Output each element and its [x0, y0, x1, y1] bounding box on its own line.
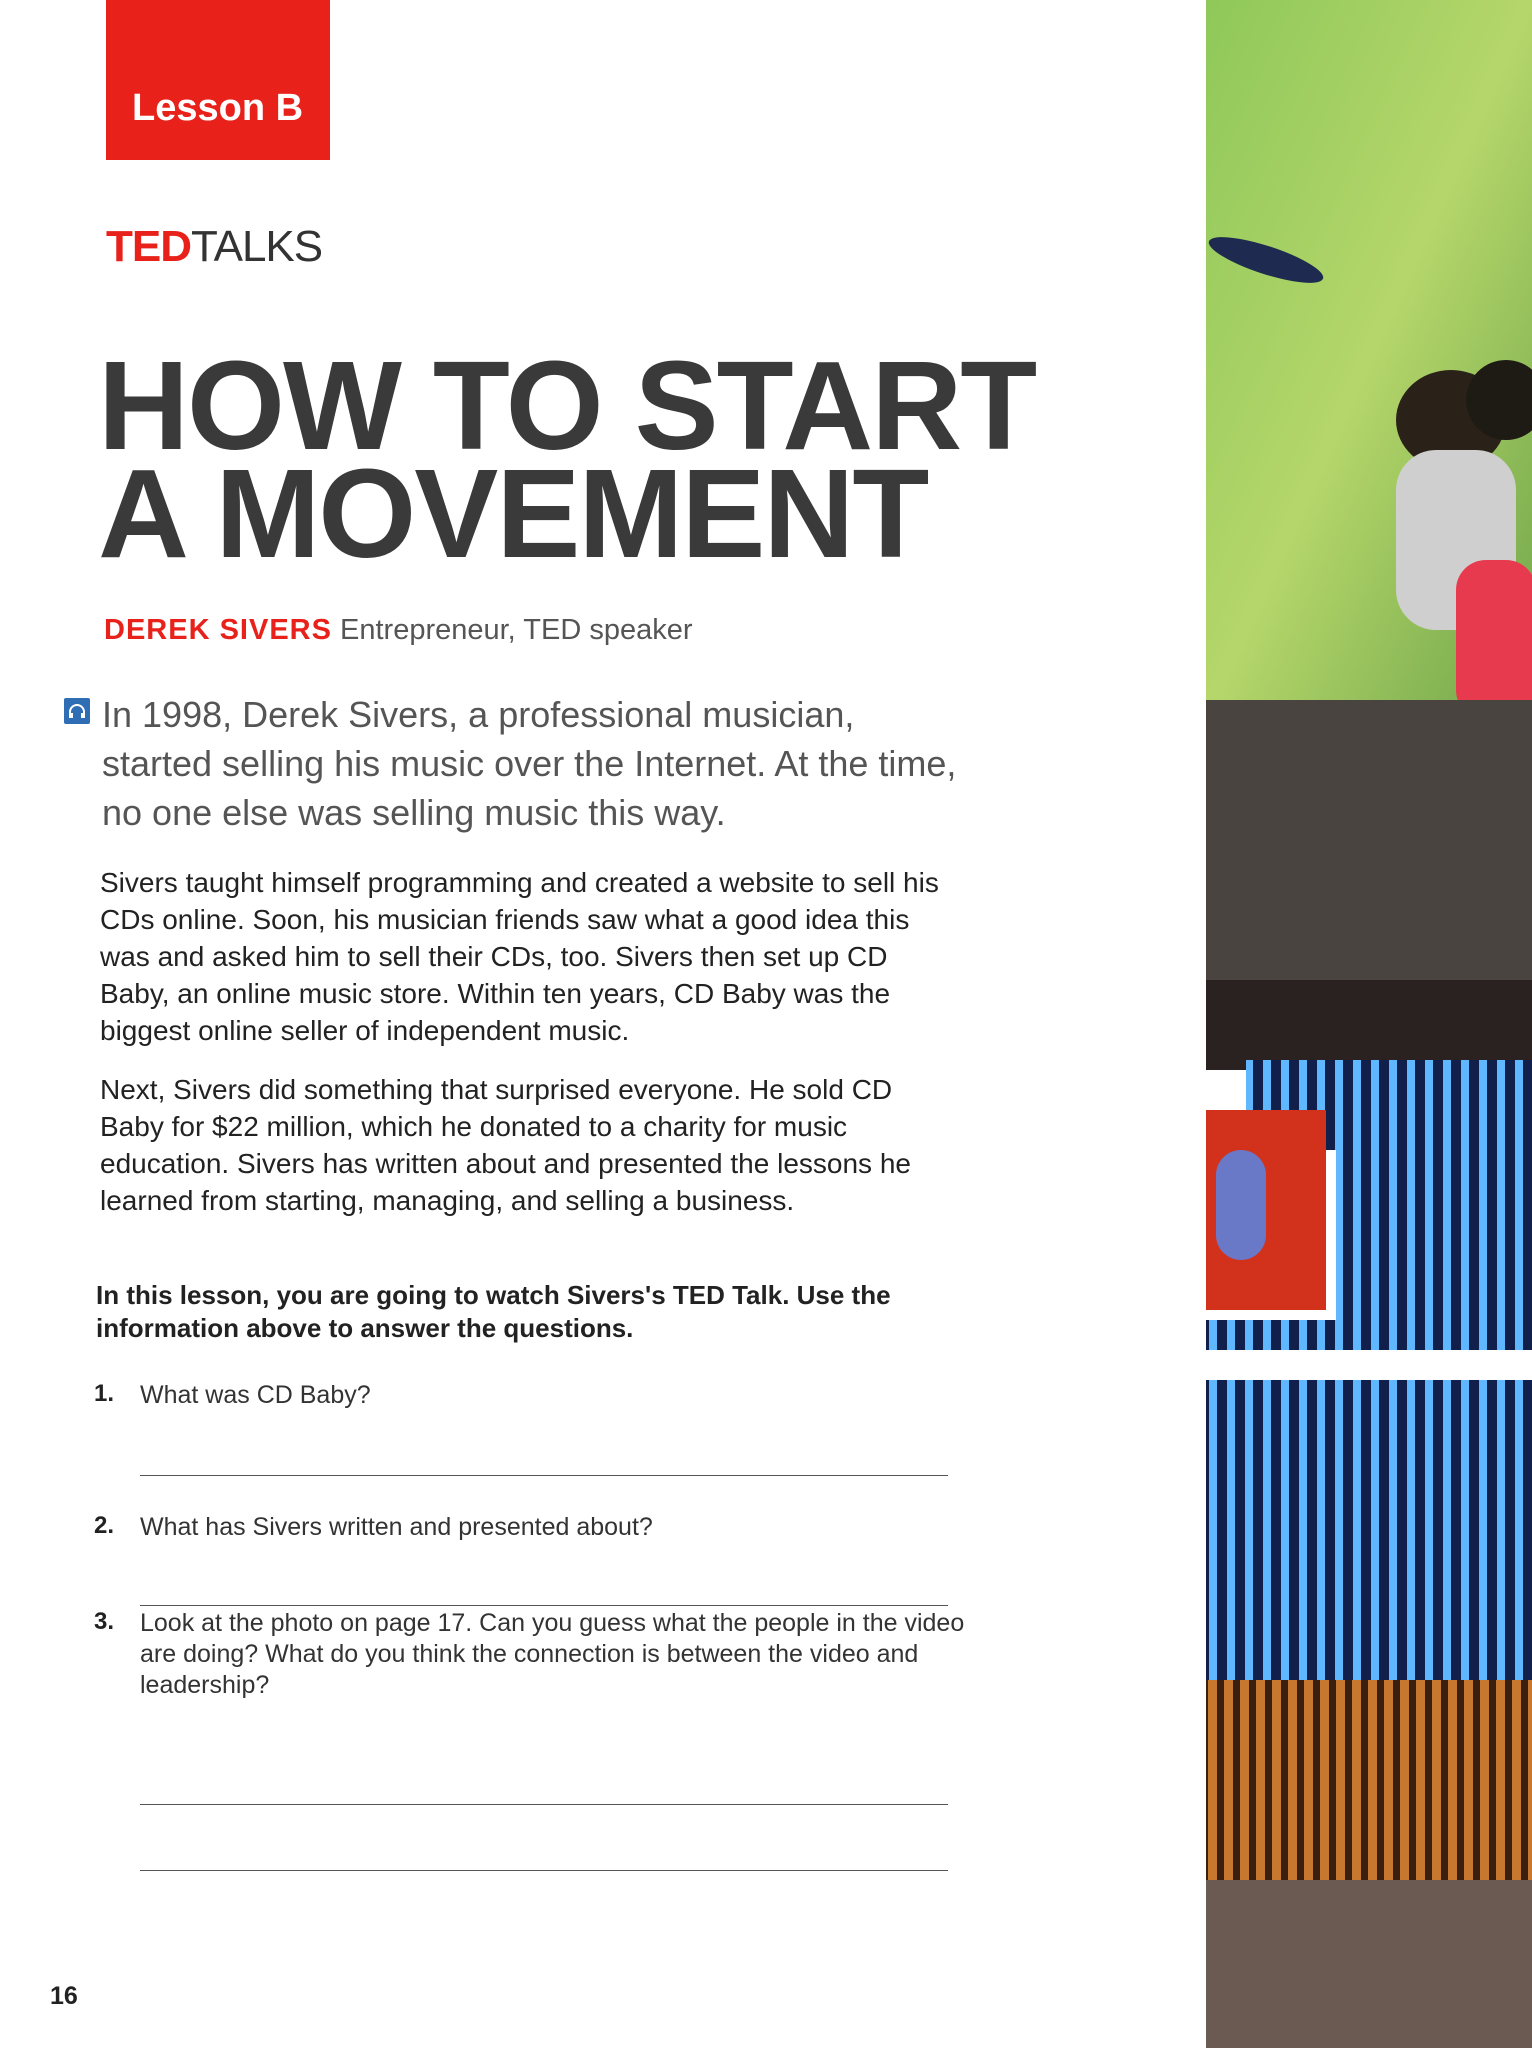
brand-ted: TED	[106, 222, 191, 271]
question-text: What was CD Baby?	[140, 1381, 371, 1409]
answer-line-2[interactable]	[140, 1605, 948, 1606]
question-number: 3.	[94, 1608, 115, 1635]
title-line-1: HOW TO START	[98, 335, 1036, 476]
instructions: In this lesson, you are going to watch Sivers's TED Talk. Use the information above to answer the questions.	[96, 1280, 891, 1343]
answer-line-1[interactable]	[140, 1475, 948, 1476]
title-line-2: A MOVEMENT	[98, 443, 928, 584]
body-paragraph-1: Sivers taught himself programming and created a website to sell his CDs online. Soon, his musician friends saw what a good idea this was and asked him to sell their CDs, too. Sivers then set up CD Baby, an online music store. Within ten years, CD Baby was the biggest online seller of independent music.	[100, 867, 939, 1046]
page-number: 16	[50, 1982, 78, 2010]
audio-track-icon[interactable]	[64, 698, 90, 724]
speaker-byline	[104, 614, 693, 647]
ted-stage-photo	[1206, 0, 1532, 2048]
question-text: Look at the photo on page 17. Can you guess what the people in the video are doing? What do you think the connection is between the video and leadership?	[140, 1609, 965, 1699]
answer-line-3a[interactable]	[140, 1804, 948, 1805]
speaker-name: DEREK SIVERS	[104, 614, 332, 646]
tedtalks-logo	[106, 222, 322, 272]
speaker-role: Entrepreneur, TED speaker	[340, 614, 693, 646]
lesson-label: Lesson B	[132, 87, 304, 129]
question-text: What has Sivers written and presented about?	[140, 1513, 653, 1541]
brand-talks: TALKS	[191, 222, 323, 271]
question-number: 2.	[94, 1512, 115, 1539]
body-paragraph-2: Next, Sivers did something that surprised everyone. He sold CD Baby for $22 million, which he donated to a charity for music education. Sivers has written about and presented the lessons he learned from starting, managing, and selling a business.	[100, 1074, 911, 1216]
answer-line-3b[interactable]	[140, 1870, 948, 1871]
question-number: 1.	[94, 1380, 115, 1407]
page-title	[98, 335, 1058, 584]
lesson-tab	[106, 0, 330, 160]
intro-text: In 1998, Derek Sivers, a professional musician, started selling his music over the Internet. At the time, no one else was selling music this way.	[102, 694, 957, 833]
